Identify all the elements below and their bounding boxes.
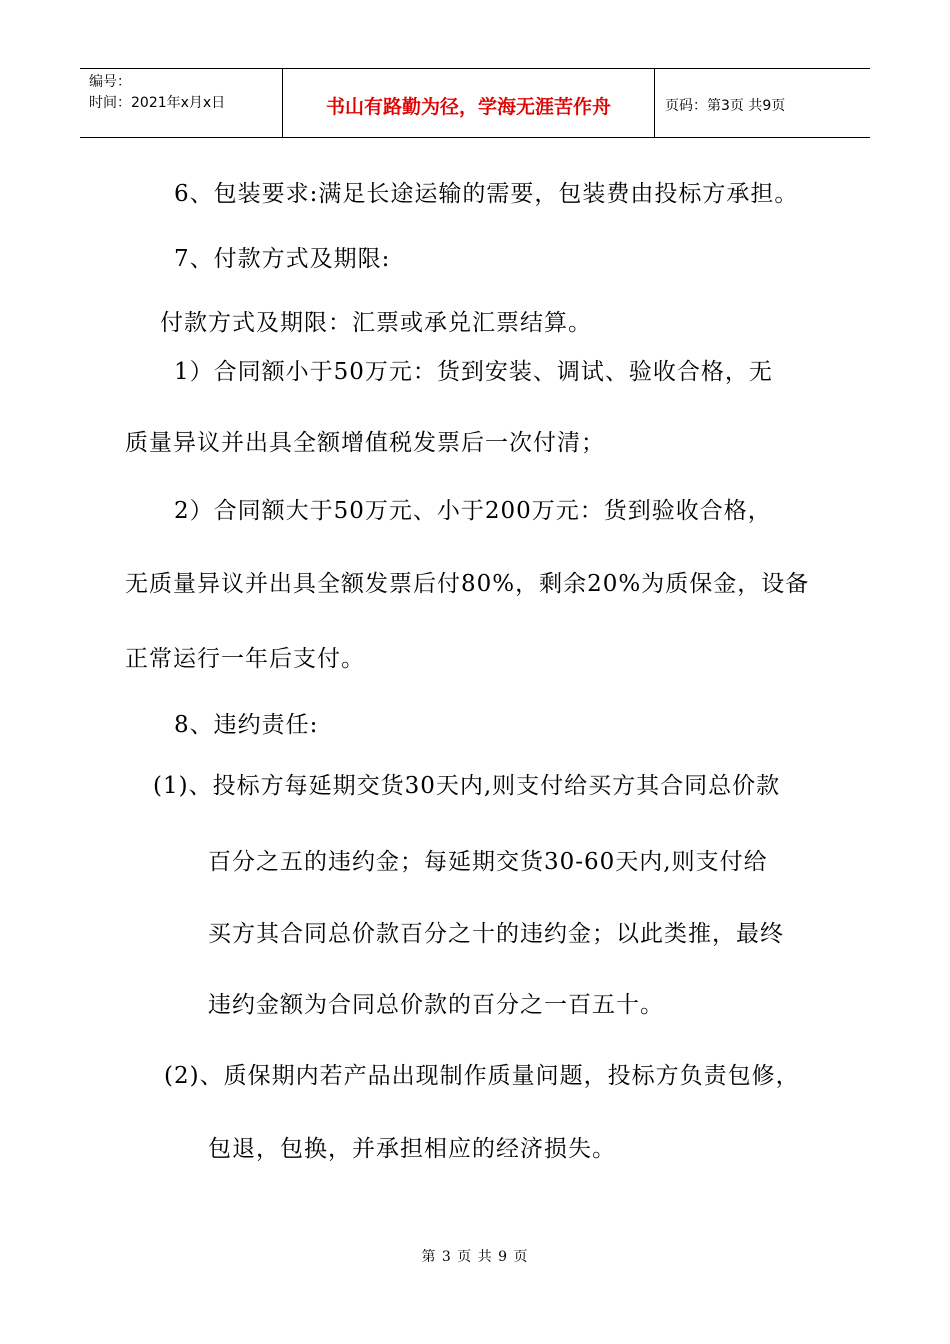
breach-clause-1: (1)、投标方每延期交货30天内,则支付给买方其合同总价款 xyxy=(153,773,781,799)
payment-clause-1-cont: 质量异议并出具全额增值税发票后一次付清； xyxy=(125,430,605,456)
breach-clause-2-cont: 包退，包换，并承担相应的经济损失。 xyxy=(208,1136,616,1162)
payment-heading: 7、付款方式及期限: xyxy=(174,246,391,272)
header-page-info: 页码：第3页 共9页 xyxy=(665,98,786,114)
breach-heading: 8、违约责任: xyxy=(174,712,319,738)
document-date: 时间：2021年x月x日 xyxy=(89,95,226,111)
payment-clause-1: 1）合同额小于50万元：货到安装、调试、验收合格，无 xyxy=(174,359,773,385)
document-header xyxy=(80,68,870,138)
payment-method: 付款方式及期限：汇票或承兑汇票结算。 xyxy=(160,310,592,336)
breach-clause-1-cont-2: 买方其合同总价款百分之十的违约金；以此类推，最终 xyxy=(208,921,784,947)
page-footer: 第 3 页 共 9 页 xyxy=(421,1249,529,1265)
payment-clause-2-end: 正常运行一年后支付。 xyxy=(125,646,365,672)
header-motto-cell xyxy=(283,69,655,137)
header-motto: 书山有路勤为径，学海无涯苦作舟 xyxy=(325,95,611,118)
header-page-cell xyxy=(655,69,870,137)
payment-clause-2: 2）合同额大于50万元、小于200万元：货到验收合格， xyxy=(174,498,772,524)
packaging-requirement: 6、包装要求:满足长途运输的需要，包装费由投标方承担。 xyxy=(174,181,799,207)
payment-clause-2-cont: 无质量异议并出具全额发票后付80%，剩余20%为质保金，设备 xyxy=(125,571,810,597)
breach-clause-2: (2)、质保期内若产品出现制作质量问题，投标方负责包修， xyxy=(164,1063,800,1089)
breach-clause-1-cont-3: 违约金额为合同总价款的百分之一百五十。 xyxy=(208,992,664,1018)
breach-clause-1-cont-1: 百分之五的违约金；每延期交货30-60天内,则支付给 xyxy=(208,849,768,875)
document-number-label: 编号： xyxy=(89,74,131,90)
header-meta-cell xyxy=(80,69,283,137)
